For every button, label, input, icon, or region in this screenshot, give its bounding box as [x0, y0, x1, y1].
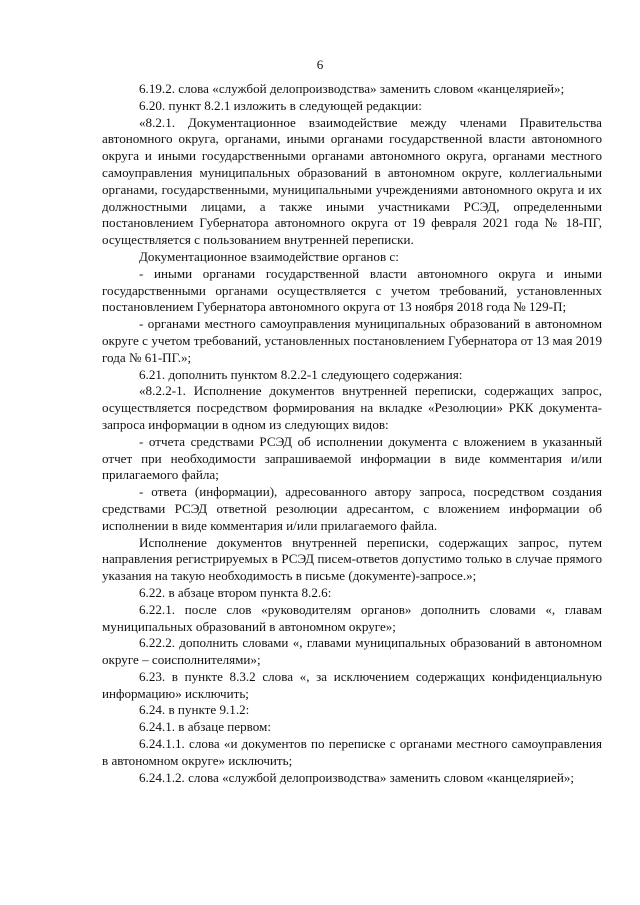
paragraph: 6.24.1.1. слова «и документов по переписке с органами местного самоуправления в автономном округе» исключить; — [102, 736, 602, 768]
paragraph: 6.21. дополнить пунктом 8.2.2-1 следующего содержания: — [139, 366, 463, 382]
paragraph: 6.22.2. дополнить словами «, главами муниципальных образований в автономном округе – соисполнителями»; — [102, 635, 602, 668]
paragraph: 6.22.1. после слов «руководителям органов» дополнить словами «, главам муниципальных образований в автономном округе»; — [102, 601, 602, 634]
paragraph: 6.22. в абзаце втором пункта 8.2.6: — [139, 584, 332, 600]
paragraph: - отчета средствами РСЭД об исполнении документа с вложением в указанный отчет при необходимости запрашиваемой информации в виде комментария и/или прилагаемого файла; — [102, 433, 602, 483]
paragraph: - иными органами государственной власти автономного округа и иными государственными органами осуществляется с учетом требований, установленных постановлением Губернатора автономного округа от 13 ноября 2018 года № 129-П; — [102, 265, 602, 315]
paragraph: 6.20. пункт 8.2.1 изложить в следующей редакции: — [139, 97, 422, 113]
document-body — [102, 81, 602, 786]
paragraph: 6.23. в пункте 8.3.2 слова «, за исключением содержащих конфиденциальную информацию» исключить; — [102, 668, 602, 701]
paragraph: Документационное взаимодействие органов с: — [139, 248, 399, 264]
paragraph: 6.24.1.2. слова «службой делопроизводства» заменить словом «канцелярией»; — [139, 769, 575, 785]
paragraph: Исполнение документов внутренней переписки, содержащих запрос, путем направления регистрируемых в РСЭД писем-ответов допустимо только в случае прямого указания на такую необходимость в письме (документе)-запросе.»; — [102, 534, 602, 584]
page-number: 6 — [316, 57, 324, 72]
paragraph: 6.24. в пункте 9.1.2: — [139, 702, 250, 718]
paragraph: 6.24.1. в абзаце первом: — [139, 719, 271, 735]
paragraph: - ответа (информации), адресованного автору запроса, посредством создания средствами РСЭД ответной резолюции адресантом, с вложением информации об исполнении в виде комментария и/или прилагаемого файла. — [102, 484, 602, 533]
paragraph: «8.2.1. Документационное взаимодействие между членами Правительства автономного округа, органами, иными органами государственной власти автономного округа и иными государственными органами автономного округа, органами местного самоуправления муниципальных образований в автономном округе, коллегиальными органами, государственными, муниципальными учреждениями автономного округа и их должностными лицами, а также иными участниками РСЭД, определенными постановлением Губернатора автономного округа от 19 февраля 2021 года № 18-ПГ, осуществляется с пользованием внутренней переписки. — [102, 114, 602, 248]
paragraph: 6.19.2. слова «службой делопроизводства» заменить словом «канцелярией»; — [139, 81, 565, 96]
paragraph: «8.2.2-1. Исполнение документов внутренней переписки, содержащих запрос, осуществляется посредством формирования на вкладке «Резолюции» РКК документа-запроса информации в одном из следующих видов: — [102, 383, 602, 432]
paragraph: - органами местного самоуправления муниципальных образований в автономном округе с учетом требований, установленных постановлением Губернатора от 13 мая 2019 года № 61-ПГ.»; — [102, 316, 602, 365]
